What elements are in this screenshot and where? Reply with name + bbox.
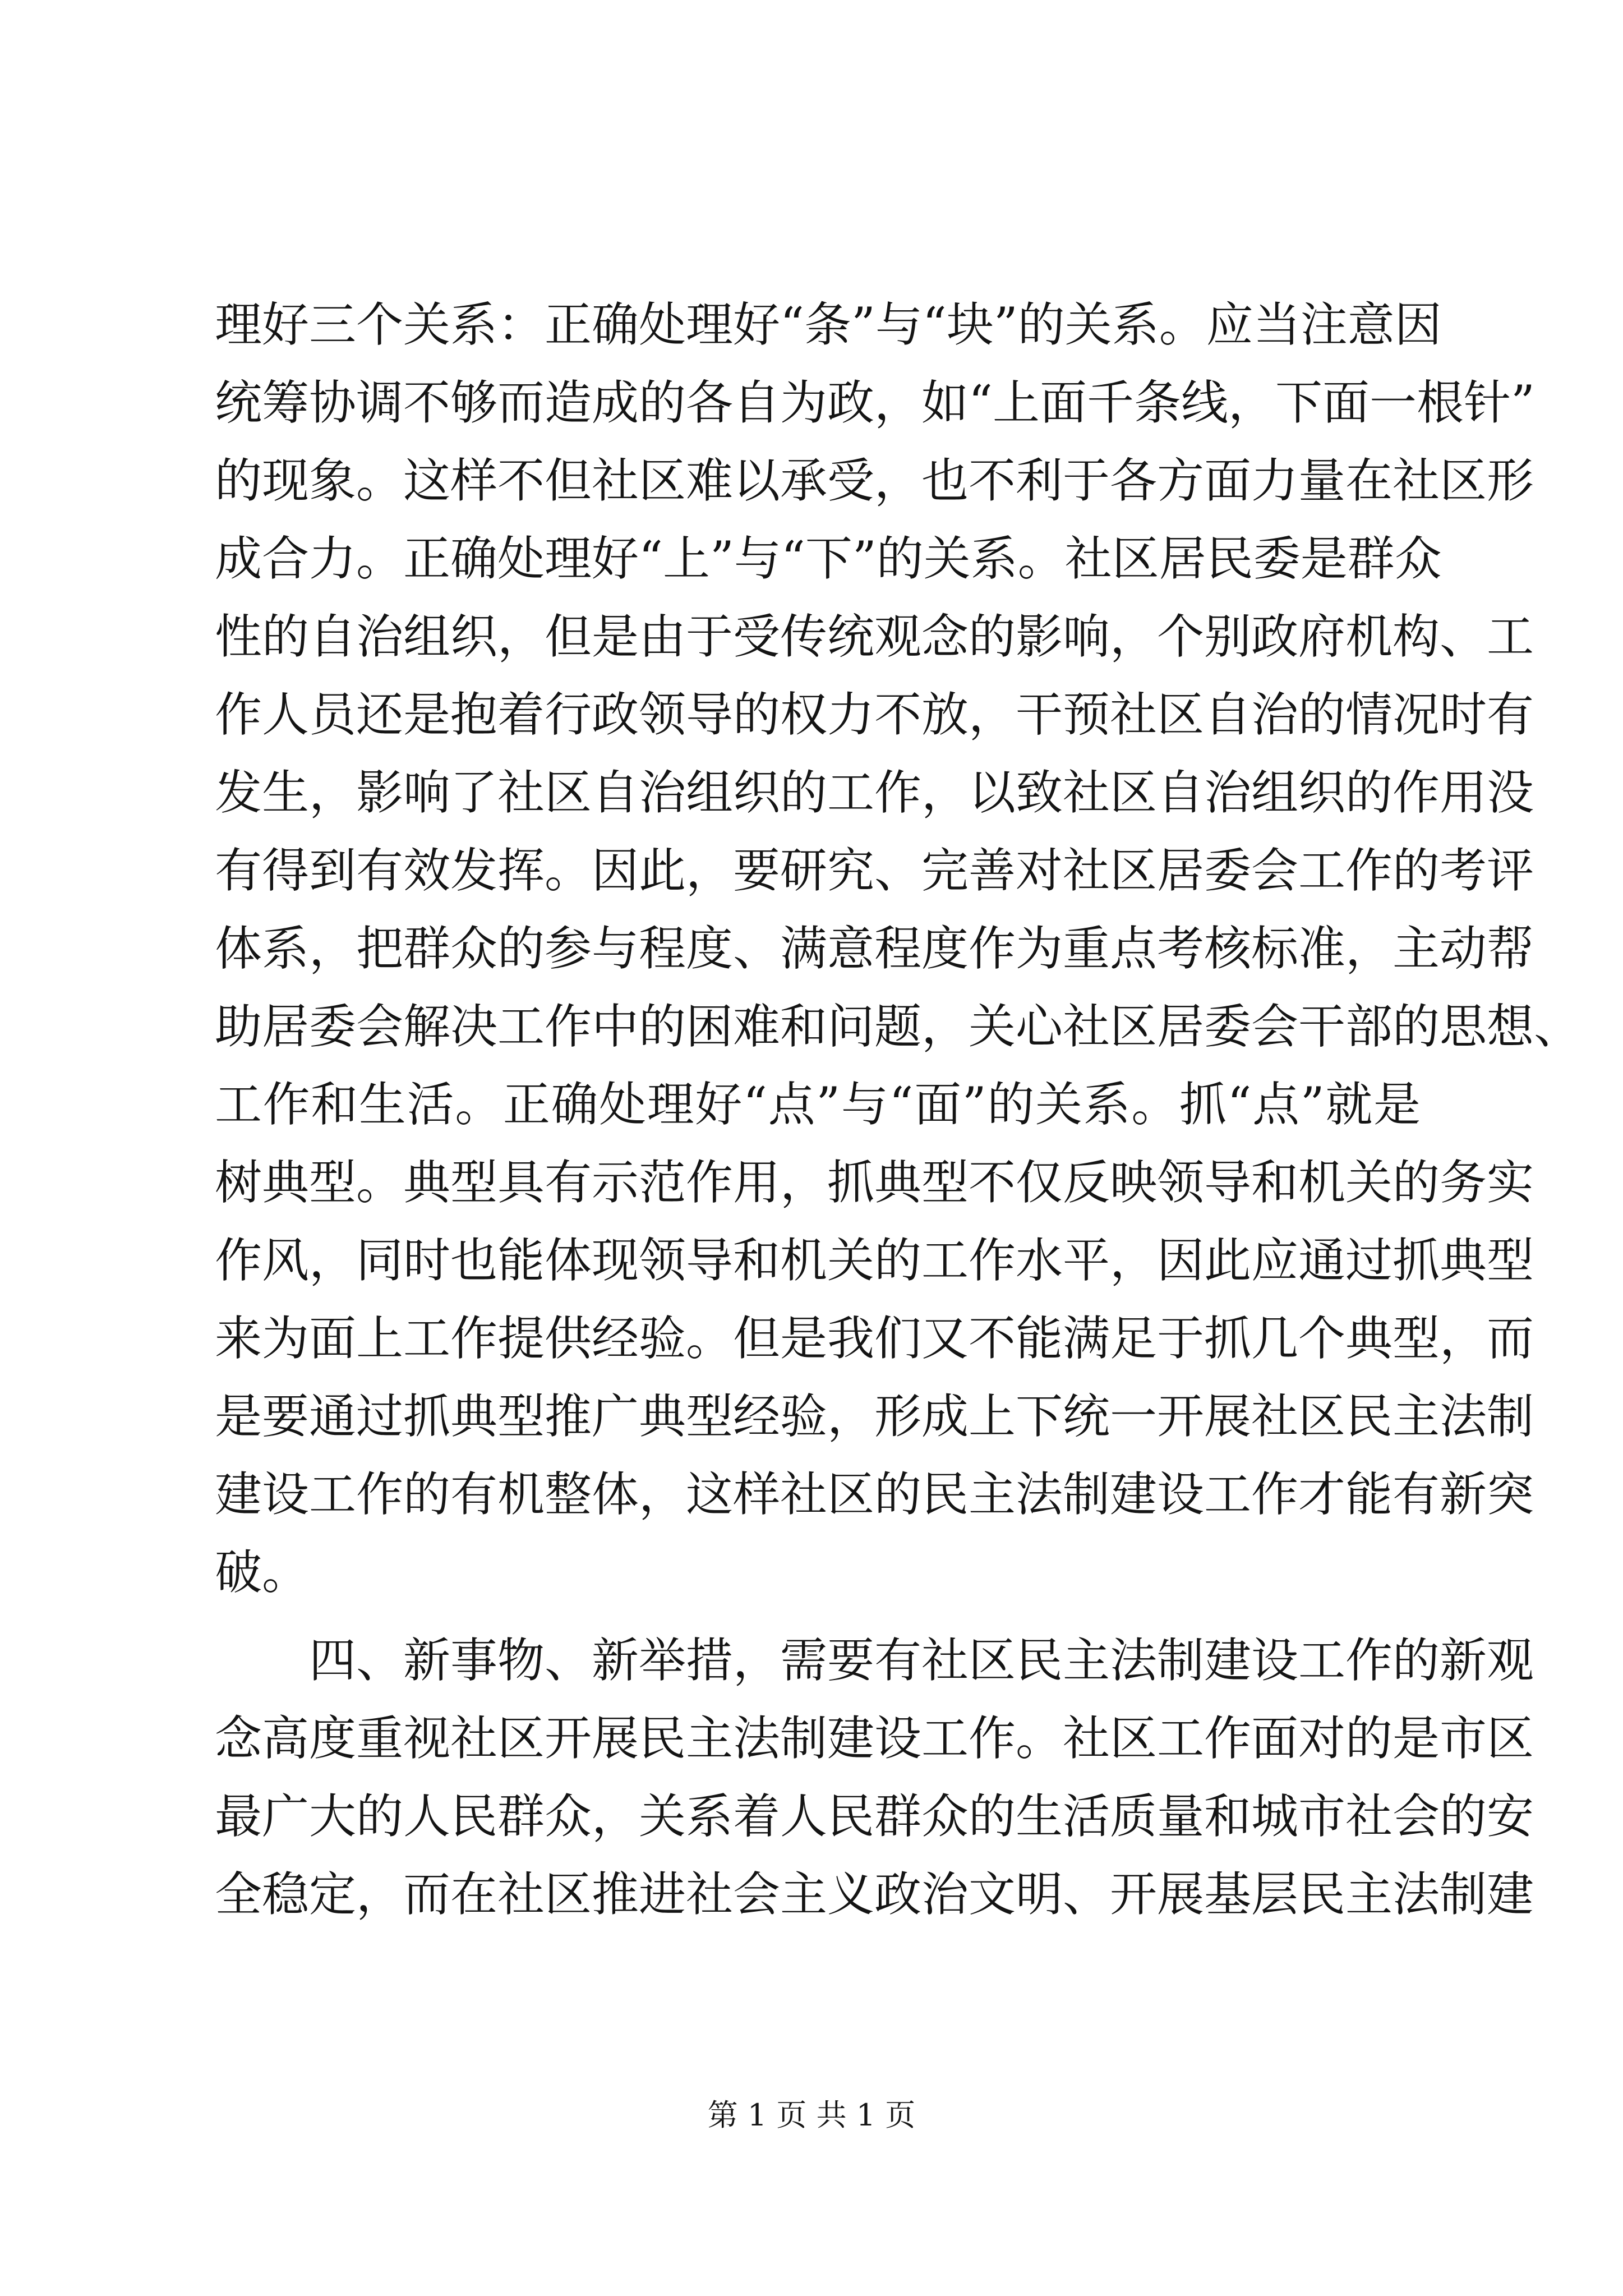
text-line: 性的自治组织，但是由于受传统观念的影响，个别政府机构、工	[215, 609, 1534, 664]
text-line: 念高度重视社区开展民主法制建设工作。社区工作面对的是市区	[215, 1711, 1534, 1766]
page-number: 第 1 页 共 1 页	[707, 2097, 916, 2133]
text-line: 最广大的人民群众，关系着人民群众的生活质量和城市社会的安	[215, 1789, 1534, 1844]
text-line: 作人员还是抱着行政领导的权力不放，干预社区自治的情况时有	[215, 687, 1534, 742]
text-line: 统筹协调不够而造成的各自为政，如“上面千条线，下面一根针”	[215, 375, 1535, 430]
text-line: 树典型。典型具有示范作用，抓典型不仅反映领导和机关的务实	[215, 1155, 1534, 1210]
paragraph-2	[215, 1622, 1534, 1934]
text-line: 助居委会解决工作中的困难和问题，关心社区居委会干部的思想、	[215, 999, 1581, 1054]
text-line: 工作和生活。正确处理好“点”与“面”的关系。抓“点”就是	[215, 1077, 1421, 1132]
text-line: 来为面上工作提供经验。但是我们又不能满足于抓几个典型，而	[215, 1311, 1534, 1366]
page-footer	[0, 2095, 1623, 2136]
text-line: 理好三个关系：正确处理好“条”与“块”的关系。应当注意因	[215, 297, 1442, 352]
text-line: 四、新事物、新举措，需要有社区民主法制建设工作的新观	[309, 1633, 1534, 1688]
text-line: 破。	[215, 1545, 310, 1600]
body-text	[215, 286, 1581, 1934]
text-line: 是要通过抓典型推广典型经验，形成上下统一开展社区民主法制	[215, 1389, 1534, 1444]
text-line: 的现象。这样不但社区难以承受，也不利于各方面力量在社区形	[215, 453, 1534, 508]
text-line: 作风，同时也能体现领导和机关的工作水平，因此应通过抓典型	[215, 1233, 1534, 1288]
text-line: 建设工作的有机整体，这样社区的民主法制建设工作才能有新突	[215, 1467, 1534, 1522]
text-line: 全稳定，而在社区推进社会主义政治文明、开展基层民主法制建	[215, 1867, 1534, 1922]
text-line: 体系，把群众的参与程度、满意程度作为重点考核标准，主动帮	[215, 921, 1534, 976]
text-line: 发生，影响了社区自治组织的工作，以致社区自治组织的作用没	[215, 765, 1534, 820]
paragraph-1	[215, 286, 1581, 1612]
text-line: 成合力。正确处理好“上”与“下”的关系。社区居民委是群众	[215, 531, 1442, 586]
paragraph-gap	[215, 1612, 1421, 1622]
text-line: 有得到有效发挥。因此，要研究、完善对社区居委会工作的考评	[215, 843, 1534, 898]
